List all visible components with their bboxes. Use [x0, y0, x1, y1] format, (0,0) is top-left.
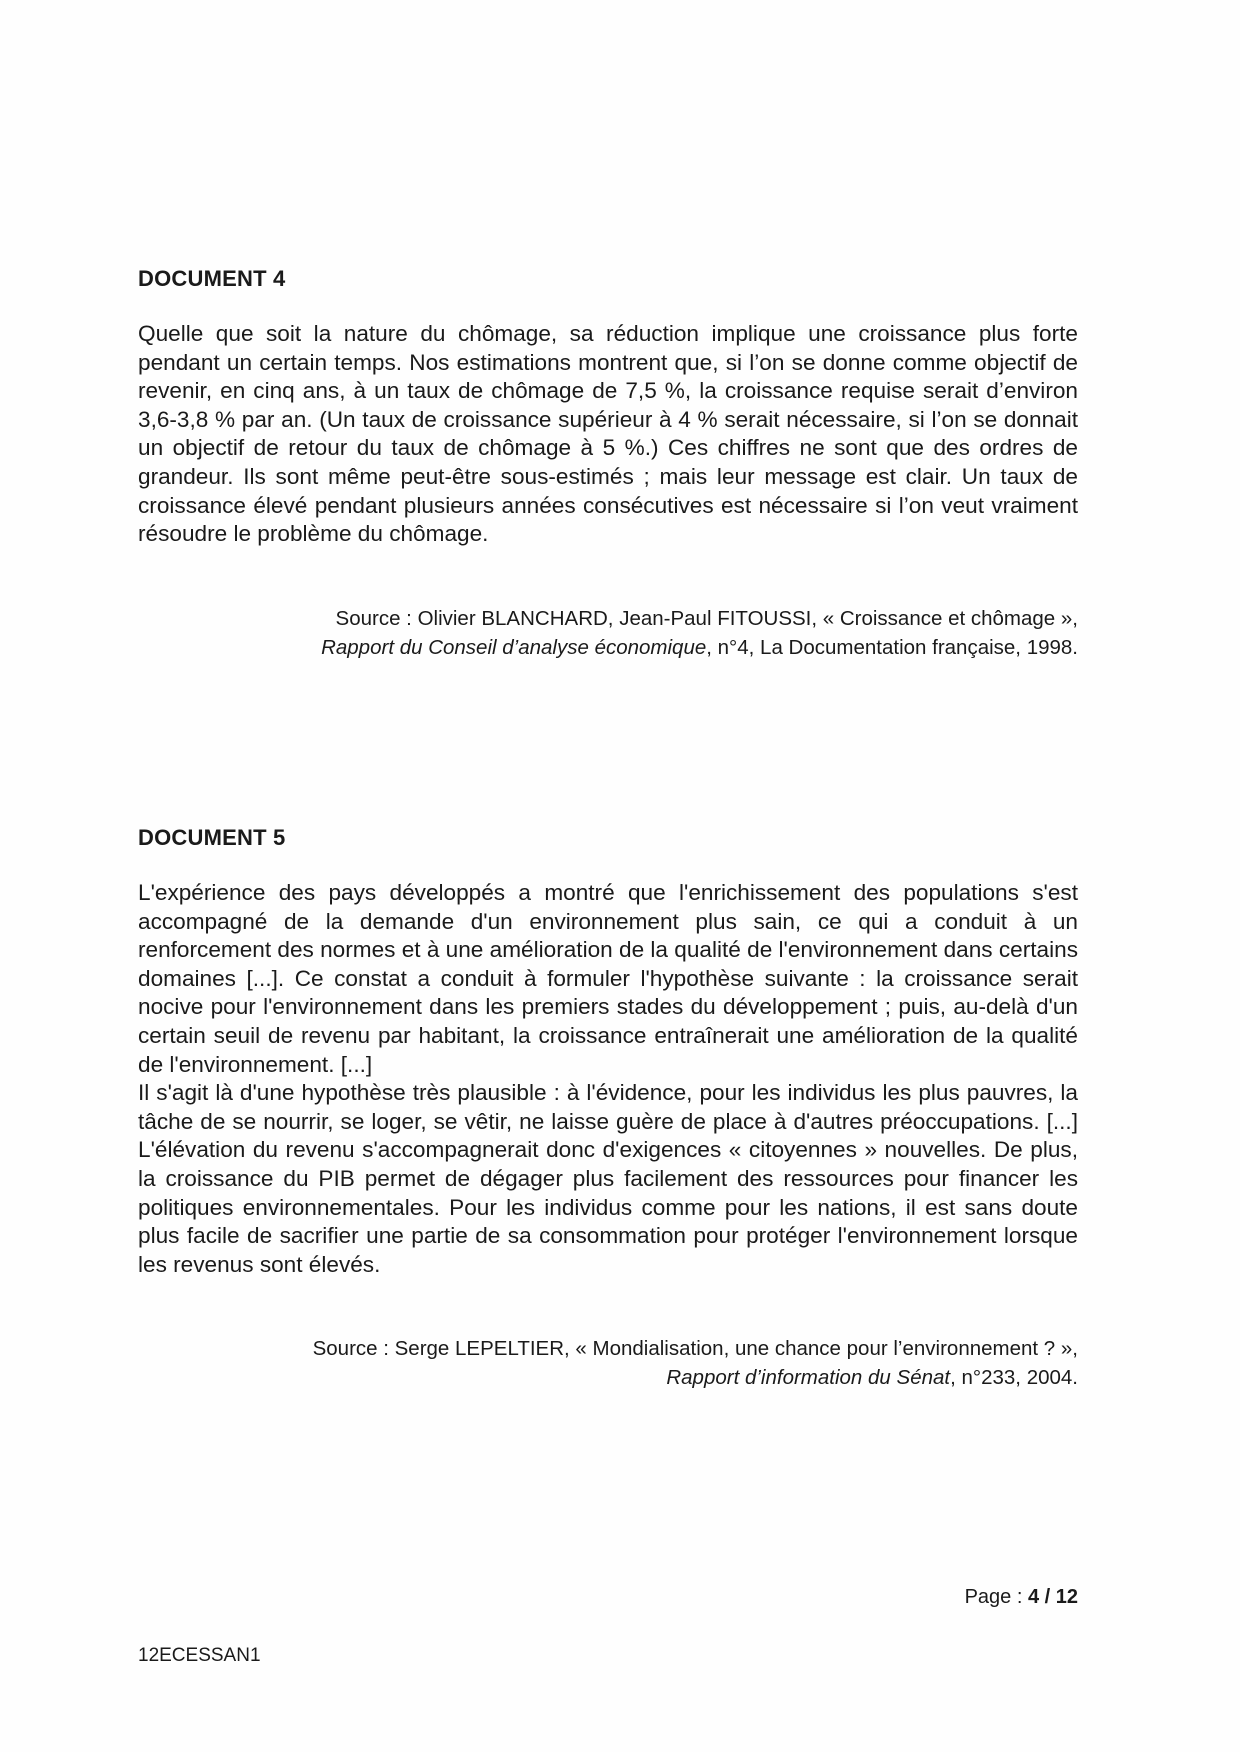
document-5-heading: DOCUMENT 5 [138, 825, 286, 850]
document-4-heading: DOCUMENT 4 [138, 266, 286, 291]
document-5-source-details: , n°233, 2004. [950, 1366, 1078, 1389]
page-number-label: Page : [964, 1586, 1028, 1608]
document-4-source-authors: Source : Olivier BLANCHARD, Jean-Paul FITOUSSI, « Croissance et chômage », [335, 607, 1078, 630]
document-4-paragraph: Quelle que soit la nature du chômage, sa réduction implique une croissance plus forte pendant un certain temps. Nos estimations montrent que, si l’on se donne comme objectif de revenir, en cinq ans, à un taux de chômage de 7,5 %, la croissance requise serait d’environ 3,6-3,8 % par an. (Un taux de croissance supérieur à 4 % serait nécessaire, si l’on se donnait un objectif de retour du taux de chômage à 5 %.) Ces chiffres ne sont que des ordres de grandeur. Ils sont même peut-être sous-estimés ; mais leur message est clair. Un taux de croissance élevé pendant plusieurs années consécutives est nécessaire si l’on veut vraiment résoudre le problème du chômage. [138, 321, 1078, 547]
document-4-source [178, 604, 1078, 662]
document-4-source-publication-line [178, 633, 1078, 662]
exam-code: 12ECESSAN1 [138, 1645, 261, 1666]
page-number-value: 4 / 12 [1027, 1586, 1078, 1608]
document-5-source [178, 1334, 1078, 1392]
document-5-source-publication: Rapport d’information du Sénat [666, 1366, 951, 1389]
document-5-source-publication-line [178, 1363, 1078, 1392]
document-5-text [138, 879, 1078, 1279]
document-4-source-publication: Rapport du Conseil d’analyse économique [321, 636, 707, 659]
document-5-paragraph-1: L'expérience des pays développés a montré que l'enrichissement des populations s'est accompagné de la demande d'un environnement plus sain, ce qui a conduit à un renforcement des normes et à une amélioration de la qualité de l'environnement dans certains domaines [...]. Ce constat a conduit à formuler l'hypothèse suivante : la croissance serait nocive pour l'environnement dans les premiers stades du développement ; puis, au-delà d'un certain seuil de revenu par habitant, la croissance entraînerait une amélioration de la qualité de l'environnement. [...] [138, 880, 1078, 1077]
page-number [965, 1586, 1078, 1609]
document-5-paragraph-2: Il s'agit là d'une hypothèse très plausible : à l'évidence, pour les individus les plus pauvres, la tâche de se nourrir, se loger, se vêtir, ne laisse guère de place à d'autres préoccupations. [...] L'élévation du revenu s'accompagnerait donc d'exigences « citoyennes » nouvelles. De plus, la croissance du PIB permet de dégager plus facilement des ressources pour financer les politiques environnementales. Pour les individus comme pour les nations, il est sans doute plus facile de sacrifier une partie de sa consommation pour protéger l'environnement lorsque les revenus sont élevés. [138, 1080, 1078, 1277]
document-4-text [138, 320, 1078, 549]
document-5-source-authors: Source : Serge LEPELTIER, « Mondialisation, une chance pour l’environnement ? », [312, 1337, 1078, 1360]
document-4-source-details: , n°4, La Documentation française, 1998. [706, 636, 1078, 659]
